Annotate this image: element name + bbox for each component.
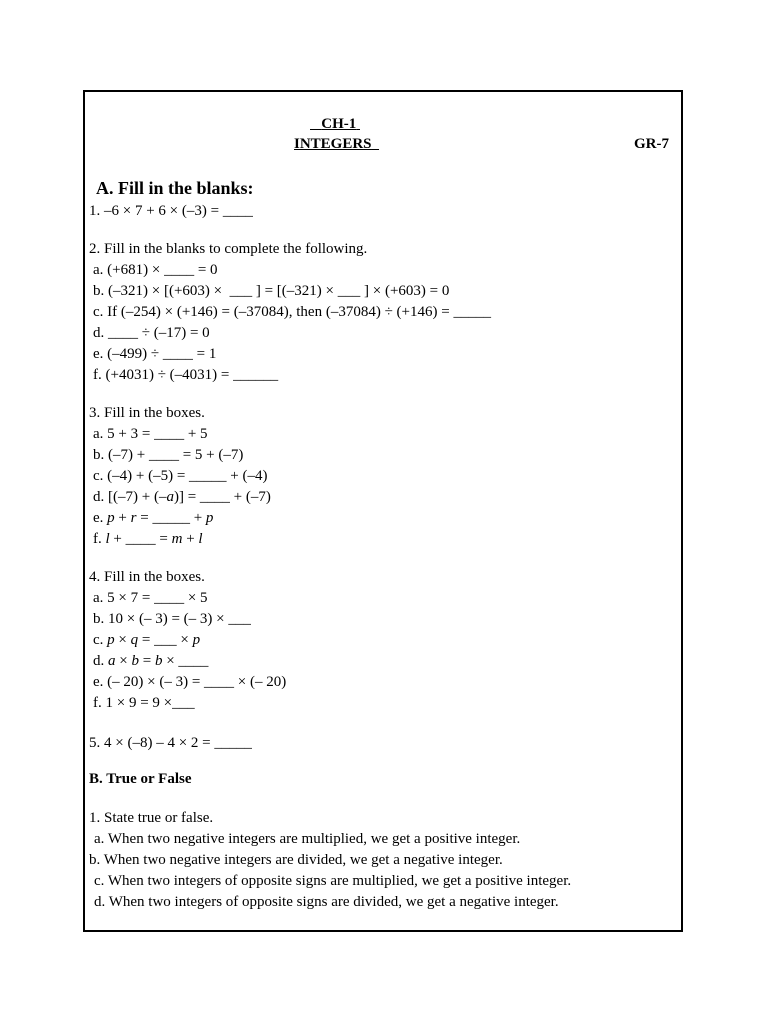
question-a2-item-f: f. (+4031) ÷ (–4031) = ______ <box>93 367 279 383</box>
question-a3-prompt: 3. Fill in the boxes. <box>89 405 205 421</box>
question-a2-item-b: b. (–321) × [(+603) × ___ ] = [(–321) × ___ ] × (+603) = 0 <box>93 283 450 299</box>
section-b-heading: B. True or False <box>89 771 192 787</box>
question-a3-item-f: f. l + ____ = m + l <box>93 531 203 547</box>
question-b1-item-c: c. When two integers of opposite signs are multiplied, we get a positive integer. <box>94 873 572 889</box>
section-a-heading: A. Fill in the blanks: <box>96 178 254 198</box>
question-a1: 1. –6 × 7 + 6 × (–3) = ____ <box>89 203 253 219</box>
question-b1-item-b: b. When two negative integers are divided, we get a negative integer. <box>89 852 503 868</box>
grade-label: GR-7 <box>634 136 669 152</box>
question-a2-item-a: a. (+681) × ____ = 0 <box>93 262 218 278</box>
question-a5: 5. 4 × (–8) – 4 × 2 = _____ <box>89 735 252 751</box>
question-a3-item-b: b. (–7) + ____ = 5 + (–7) <box>93 447 244 463</box>
chapter-label: CH-1 <box>321 116 357 132</box>
question-a3-item-c: c. (–4) + (–5) = _____ + (–4) <box>93 468 268 484</box>
question-a4-item-c: c. p × q = ___ × p <box>93 632 201 648</box>
question-a4-item-d: d. a × b = b × ____ <box>93 653 209 669</box>
question-a4-item-b: b. 10 × (– 3) = (– 3) × ___ <box>93 611 251 627</box>
question-b1-item-a: a. When two negative integers are multiplied, we get a positive integer. <box>94 831 521 847</box>
question-a4-item-f: f. 1 × 9 = 9 ×___ <box>93 695 195 711</box>
question-a2-item-c: c. If (–254) × (+146) = (–37084), then (–37084) ÷ (+146) = _____ <box>93 304 491 320</box>
question-a3-item-d: d. [(–7) + (–a)] = ____ + (–7) <box>93 489 271 505</box>
question-a4-item-a: a. 5 × 7 = ____ × 5 <box>93 590 208 606</box>
question-b1-prompt: 1. State true or false. <box>89 810 214 826</box>
question-a2-item-e: e. (–499) ÷ ____ = 1 <box>93 346 217 362</box>
question-b1-item-d: d. When two integers of opposite signs are divided, we get a negative integer. <box>94 894 559 910</box>
question-a2-prompt: 2. Fill in the blanks to complete the following. <box>89 241 368 257</box>
question-a2-item-d: d. ____ ÷ (–17) = 0 <box>93 325 210 341</box>
question-a3-item-e: e. p + r = _____ + p <box>93 510 214 526</box>
chapter-title: INTEGERS <box>294 136 372 152</box>
question-a3-item-a: a. 5 + 3 = ____ + 5 <box>93 426 208 442</box>
question-a4-item-e: e. (– 20) × (– 3) = ____ × (– 20) <box>93 674 287 690</box>
question-a4-prompt: 4. Fill in the boxes. <box>89 569 205 585</box>
